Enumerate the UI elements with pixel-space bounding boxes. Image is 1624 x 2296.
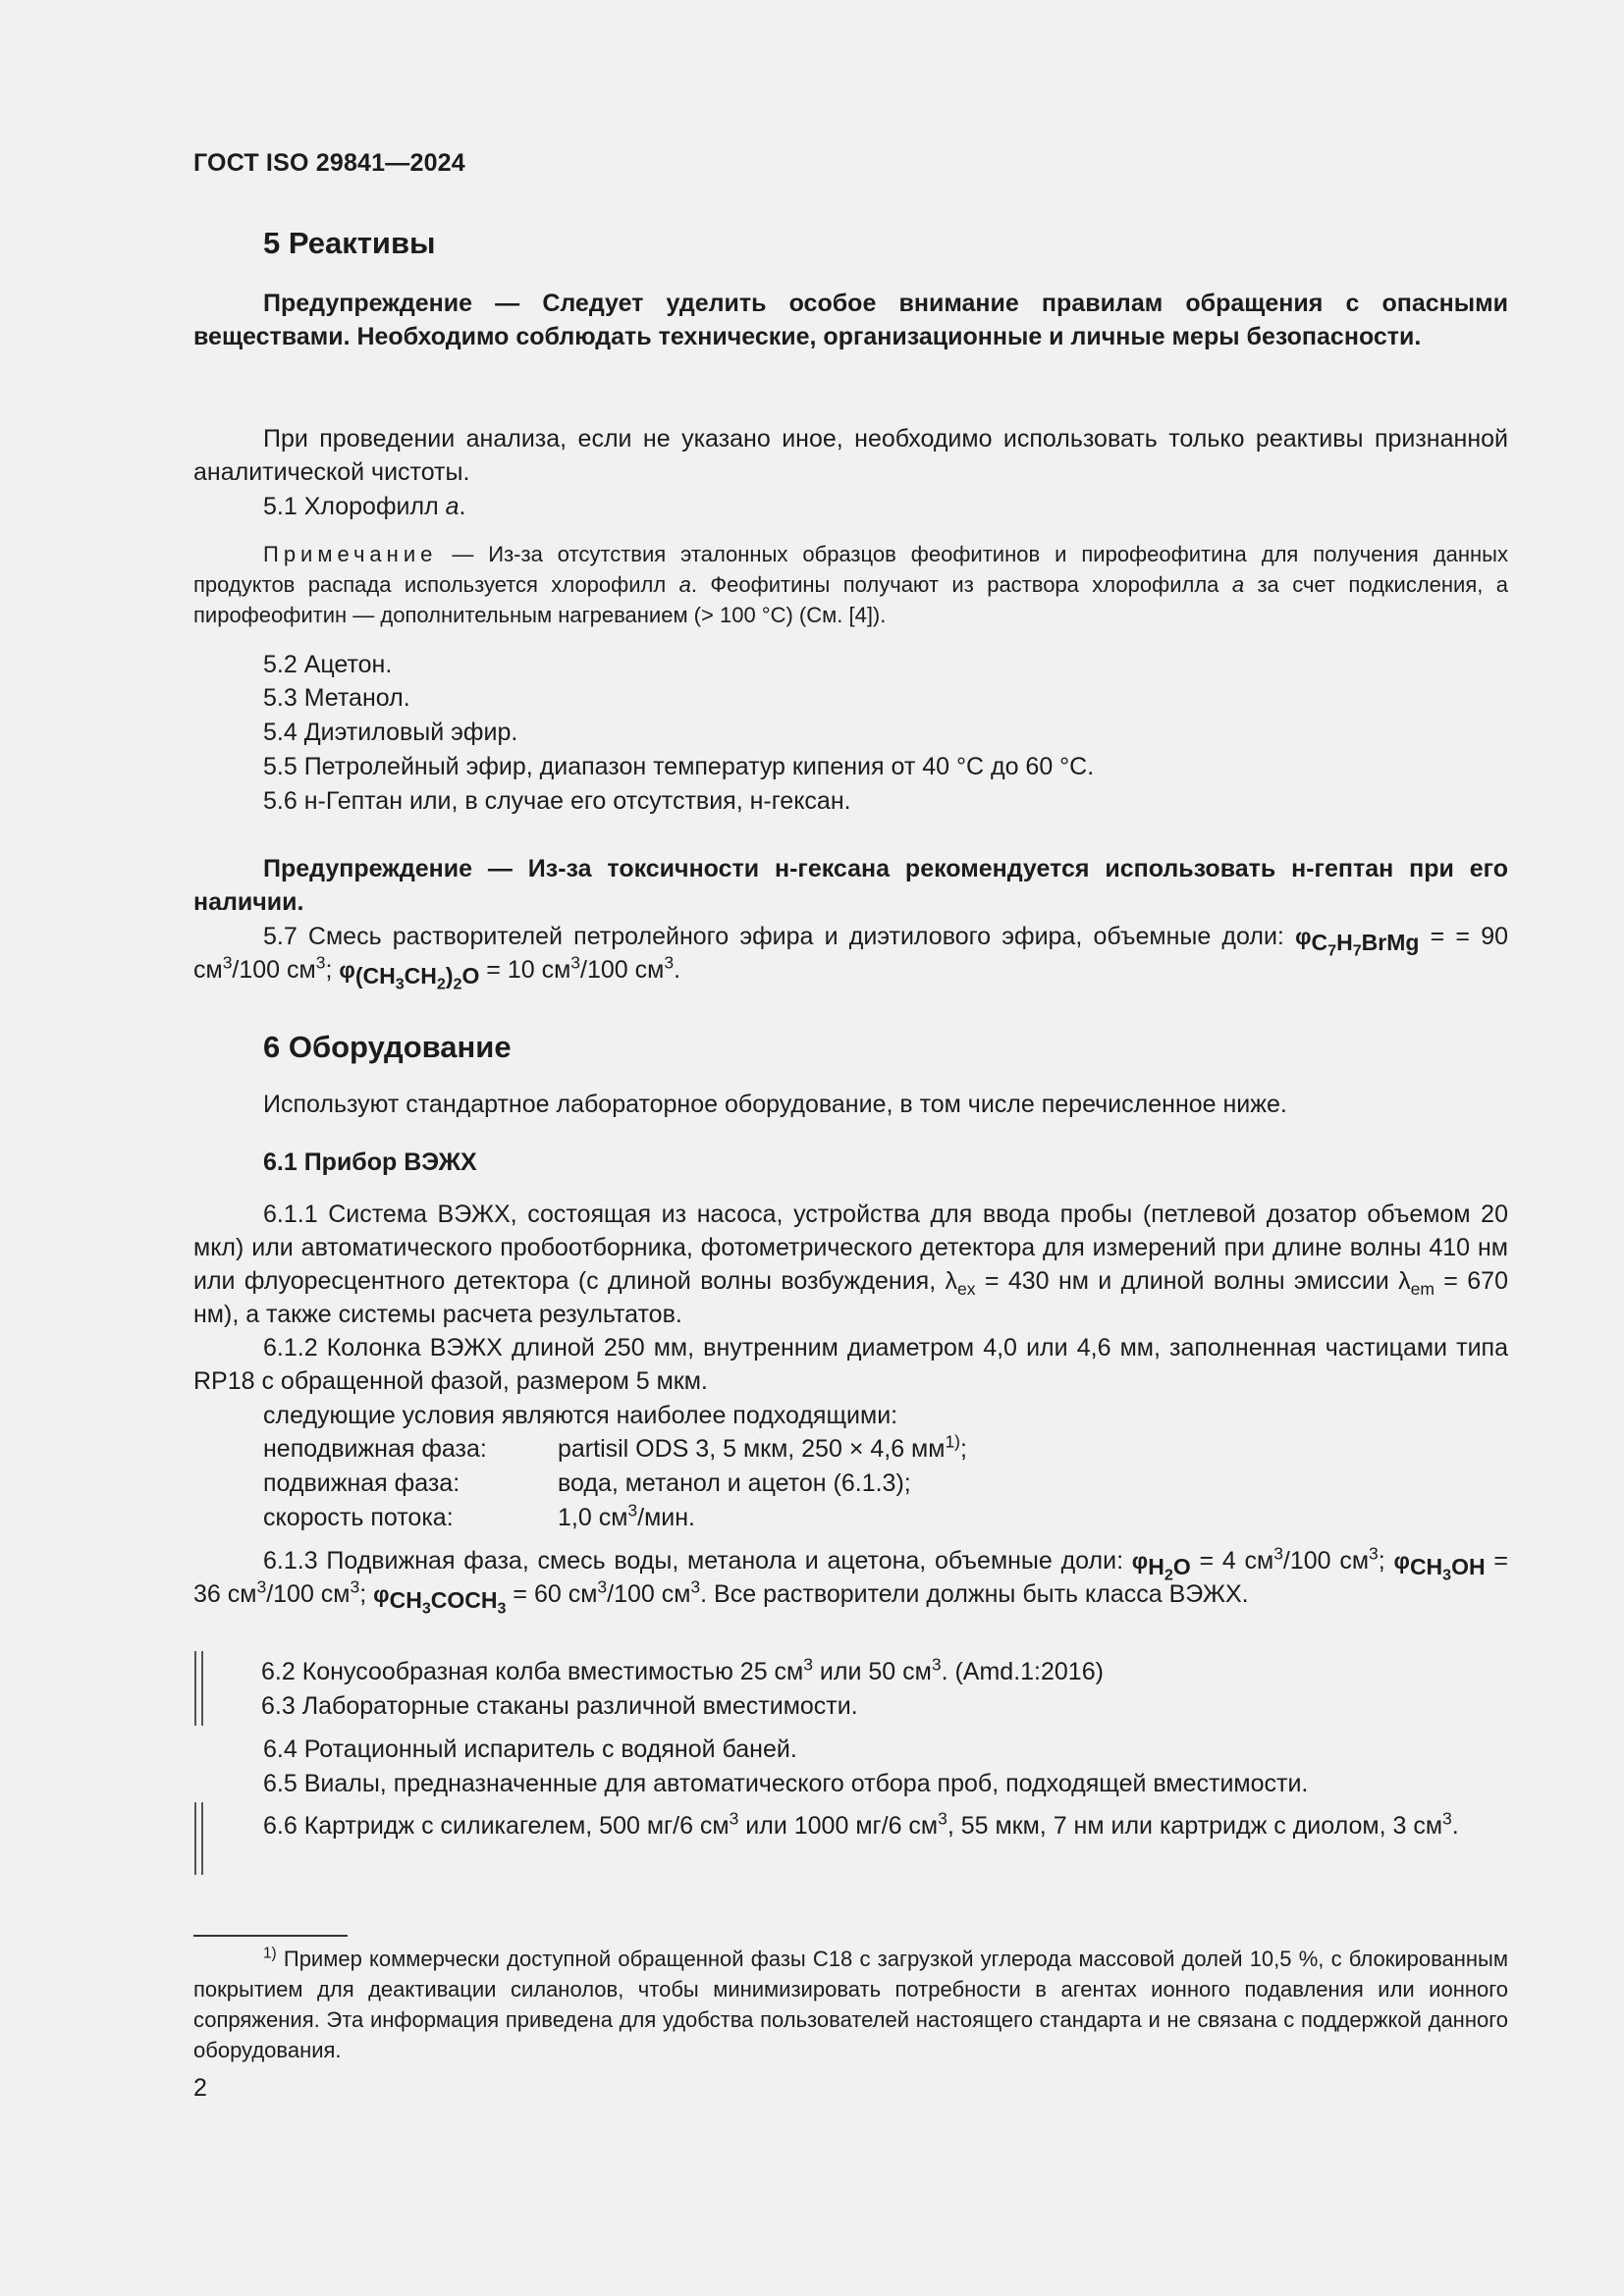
footnote-marker: 1) [263, 1945, 277, 1962]
page-number: 2 [193, 2074, 207, 2102]
section-5-title: 5 Реактивы [263, 226, 436, 260]
note-label: Примечание [263, 542, 438, 566]
item-5-4: 5.4 Диэтиловый эфир. [263, 719, 518, 746]
change-bar-6-2 [194, 1651, 203, 1726]
item-6-1-3: 6.1.3 Подвижная фаза, смесь воды, метанола и ацетона, объемные доли: $\varphi_{H_2O} = 4$ $см^3/100$ $см^3$; $\varphi_{CH_3OH} = 36$ $см^3/100$ $см^3$; $\varphi_{CH_3COCH_3} = 60$ $см^3/100$ $см^3$. Все растворители должны быть класса ВЭЖХ. [193, 1543, 1508, 1618]
document-header: ГОСТ ISO 29841—2024 [193, 149, 465, 177]
subsection-6-1-title: 6.1 Прибор ВЭЖХ [263, 1148, 477, 1176]
item-5-7: 5.7 Смесь растворителей петролейного эфира и диэтилового эфира, объемные доли: $\varphi_{C_7H_7BrMg}$ = = 90 $см^3/100$ $см^3$; $\varphi_{(CH_3CH_2)_2O} = 10$ $см^3/100$ $см^3$. [193, 923, 1509, 993]
item-5-5: 5.5 Петролейный эфир, диапазон температур кипения от 40 °C до 60 °C. [263, 753, 1095, 780]
item-5-2: 5.2 Ацетон. [263, 651, 393, 678]
conditions-intro: следующие условия являются наиболее подходящими: [263, 1402, 898, 1429]
item-6-6: 6.6 Картридж с силикагелем, 500 мг/6 $см^3$ или 1000 мг/6 $см^3$, 55 мкм, 7 нм или картридж с диолом, 3 $см^3$. [263, 1808, 1459, 1840]
item-6-3: 6.3 Лабораторные стаканы различной вместимости. [261, 1692, 858, 1720]
reagents-intro: При проведении анализа, если не указано иное, необходимо использовать только реактивы признанной аналитической чистоты. [193, 425, 1508, 486]
change-bar-6-6 [194, 1802, 203, 1875]
item-6-1-1: 6.1.1 Система ВЭЖХ, состоящая из насоса, устройства для ввода пробы (петлевой дозатор объемом 20 мкл) или автоматического пробоотборника, фотометрического детектора для измерений при длине волны 410 нм или флуоресцентного детектора (с длиной волны возбуждения, $\lambda_{ex} = 430$ нм и длиной волны эмиссии $\lambda_{em} = 670$ нм), а также системы расчета результатов. [193, 1201, 1508, 1328]
warning-hazardous: Предупреждение — Следует уделить особое внимание правилам обращения с опасными веществами. Необходимо соблюдать технические, организационные и личные меры безопасности. [193, 290, 1508, 350]
footnote-separator [193, 1935, 348, 1937]
item-6-1-2: 6.1.2 Колонка ВЭЖХ длиной 250 мм, внутренним диаметром 4,0 или 4,6 мм, заполненная частицами типа RP18 с обращенной фазой, размером 5 мкм. [193, 1334, 1508, 1395]
footnote-1: $^{1)}$ Пример коммерчески доступной обращенной фазы C18 с загрузкой углерода массовой долей 10,5 %, с блокированным покрытием для деактивации силанолов, чтобы минимизировать потребности в агентах ионного подавления или ионного сопряжения. Эта информация приведена для удобства пользователей настоящего стандарта и не связана с поддержкой данного оборудования. [193, 1945, 1508, 2062]
item-6-4: 6.4 Ротационный испаритель с водяной баней. [263, 1735, 797, 1763]
item-5-1: 5.1 Хлорофилл a. [263, 493, 466, 520]
warning-hexane: Предупреждение — Из-за токсичности н-гексана рекомендуется использовать н-гептан при его наличии. [193, 855, 1508, 916]
document-page: ГОСТ ISO 29841—2024 5 Реактивы Предупреждение — Следует уделить особое внимание правилам обращения с опасными веществами. Необходимо соблюдать технические, организационные и личные меры безопасности. При проведении анализа, если не указано иное, необходимо использовать только реактивы признанной аналитической чистоты. 5.1 Хлорофилл a. Примечание — Из-за отсутствия эталонных образцов феофитинов и пирофеофитина для получения данных продуктов распада используется хлорофилл a. Феофитины получают из раствора хлорофилла a за счет подкисления, а пирофеофитин — дополнительным нагреванием (> 100 °C) (См. [4]). 5.2 Ацетон. 5.3 Метанол. 5.4 Диэтиловый эфир. 5.5 Петролейный эфир, диапазон температур кипения от 40 °C до 60 °C. 5.6 н-Гептан или, в случае его отсутствия, н-гексан. Предупреждение — Из-за токсичности н-гексана рекомендуется использовать н-гептан при его наличии. 5.7 Смесь растворителей петролейного эфира и диэтилового эфира, объемные доли: $\varphi_{C_7H_7BrMg}$ = = 90 $см^3/100$ $см^3$; $\varphi_{(CH_3CH_2)_2O} = 10$ $см^3/100$ $см^3$. 6 Оборудование Используют стандартное лабораторное оборудование, в том числе перечисленное ниже. 6.1 Прибор ВЭЖХ 6.1.1 Система ВЭЖХ, состоящая из насоса, устройства для ввода пробы (петлевой дозатор объемом 20 мкл) или автоматического пробоотборника, фотометрического детектора для измерений при длине волны 410 нм или флуоресцентного детектора (с длиной волны возбуждения, $\lambda_{ex} = 430$ нм и длиной волны эмиссии $\lambda_{em} = 670$ нм), а также системы расчета результатов. 6.1.2 Колонка ВЭЖХ длиной 250 мм, внутренним диаметром 4,0 или 4,6 мм, заполненная частицами типа RP18 с обращенной фазой, размером 5 мкм. следующие условия являются наиболее подходящими: неподвижная фаза: partisil ODS 3, 5 мкм, 250 × 4,6 $мм^{1)}$; подвижная фаза: вода, метанол и ацетон (6.1.3); скорость потока: 1,0 $см^3$/мин. 6.1.3 Подвижная фаза, смесь воды, метанола и ацетона, объемные доли: $\varphi_{H_2O} = 4$ $см^3/100$ $см^3$; $\varphi_{CH_3OH} = 36$ $см^3/100$ $см^3$; $\varphi_{CH_3COCH_3} = 60$ $см^3/100$ $см^3$. Все растворители должны быть класса ВЭЖХ. 6.2 Конусообразная колба вместимостью 25 $см^3$ или 50 $см^3$. (Amd.1:2016) 6.3 Лабораторные стаканы различной вместимости. 6.4 Ротационный испаритель с водяной баней. 6.5 Виалы, предназначенные для автоматического отбора проб, подходящей вместимости. 6.6 Картридж с силикагелем, 500 мг/6 $см^3$ или 1000 мг/6 $см^3$, 55 мкм, 7 нм или картридж с диолом, 3 $см^3$. $^{1)}$ Пример коммерчески доступной обращенной фазы C18 с загрузкой углерода массовой долей 10,5 %, с блокированным покрытием для деактивации силанолов, чтобы минимизировать потребности в агентах ионного подавления или ионного сопряжения. Эта информация приведена для удобства пользователей настоящего стандарта и не связана с поддержкой данного оборудования. 2 [193, 149, 1509, 2102]
item-5-3: 5.3 Метанол. [263, 684, 410, 712]
note-chlorophyll: Примечание — Из-за отсутствия эталонных образцов феофитинов и пирофеофитина для получения данных продуктов распада используется хлорофилл a. Феофитины получают из раствора хлорофилла a за счет подкисления, а пирофеофитин — дополнительным нагреванием (> 100 °C) (См. [4]). [193, 542, 1508, 627]
equipment-intro: Используют стандартное лабораторное оборудование, в том числе перечисленное ниже. [263, 1091, 1287, 1118]
item-6-5: 6.5 Виалы, предназначенные для автоматического отбора проб, подходящей вместимости. [263, 1770, 1309, 1797]
section-6-title: 6 Оборудование [263, 1030, 512, 1064]
item-6-2: 6.2 Конусообразная колба вместимостью 25 $см^3$ или 50 $см^3$. (Amd.1:2016) [261, 1654, 1104, 1685]
item-5-6: 5.6 н-Гептан или, в случае его отсутствия, н-гексан. [263, 787, 851, 815]
